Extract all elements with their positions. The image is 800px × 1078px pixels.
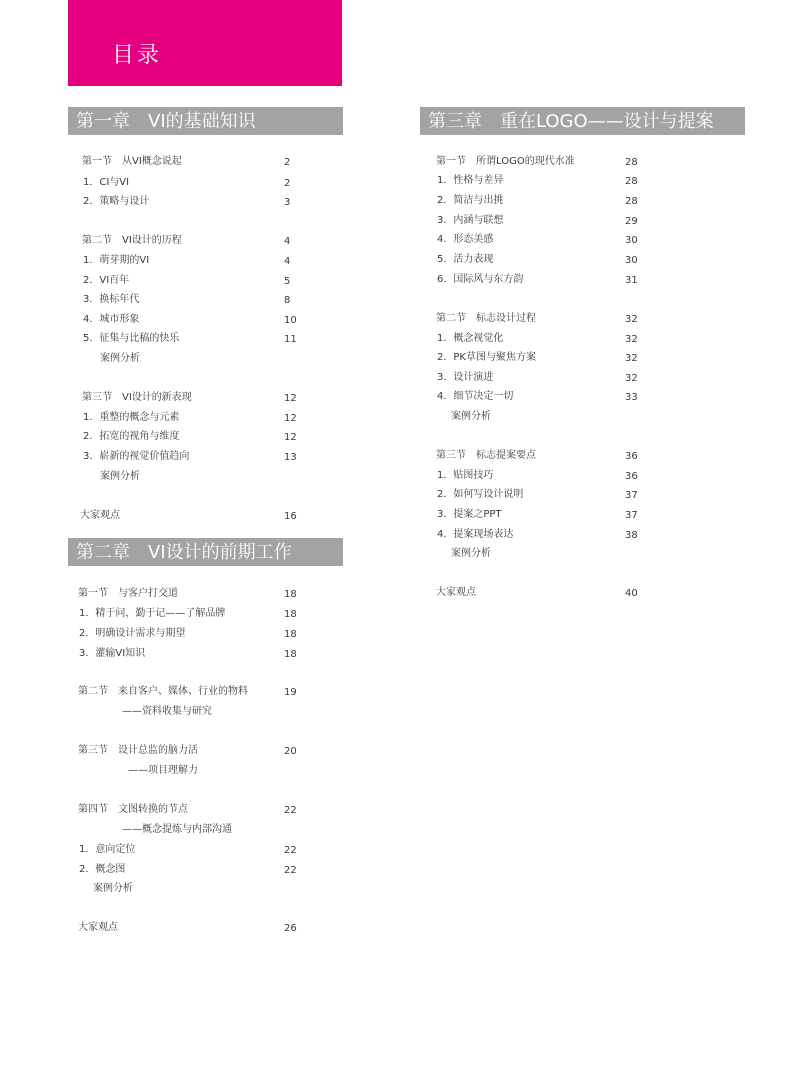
toc-entry: 1．CI与VI	[83, 177, 130, 188]
page-title: 目录	[112, 43, 163, 68]
toc-entry: 3．内涵与联想	[437, 215, 504, 226]
toc-entry: 3．提案之PPT	[437, 509, 502, 520]
toc-entry: 第二节 标志设计过程	[436, 313, 536, 324]
page-number: 18	[284, 609, 297, 620]
page-number: 12	[284, 432, 297, 443]
toc-entry: 5．活力表现	[437, 254, 494, 265]
toc-entry: 大家观点	[436, 587, 476, 598]
toc-entry: 6．国际风与东方韵	[437, 274, 524, 285]
toc-entry: 3．崭新的视觉价值趋向	[83, 451, 190, 462]
toc-entry: ——项目理解力	[128, 765, 198, 776]
toc-entry: 第三节 VI设计的新表现	[82, 392, 192, 403]
page-number: 40	[625, 588, 638, 599]
page-number: 4	[284, 256, 291, 267]
page-number: 19	[284, 687, 297, 698]
toc-entry: 案例分析	[93, 883, 133, 894]
chapter-1-header: 第一章 VI的基础知识	[68, 107, 343, 135]
toc-entry: ——资料收集与研究	[122, 706, 212, 717]
toc-entry: 第二节 来自客户、媒体、行业的物料	[78, 686, 248, 697]
page-number: 13	[284, 452, 297, 463]
toc-entry: 第一节 所谓LOGO的现代水准	[436, 156, 575, 167]
toc-entry: ——概念提炼与内部沟通	[122, 824, 232, 835]
toc-entry: 1．萌芽期的VI	[83, 255, 150, 266]
toc-entry: 2．简洁与出挑	[437, 195, 504, 206]
page-number: 11	[284, 334, 297, 345]
title-block	[68, 0, 342, 86]
toc-entry: 3．换标年代	[83, 294, 140, 305]
toc-entry: 1．概念视觉化	[437, 333, 504, 344]
page-number: 3	[284, 197, 291, 208]
toc-entry: 大家观点	[80, 510, 120, 521]
page-number: 12	[284, 393, 297, 404]
page-number: 18	[284, 589, 297, 600]
page-number: 36	[625, 471, 638, 482]
page-number: 28	[625, 157, 638, 168]
page-number: 30	[625, 235, 638, 246]
toc-entry: 4．城市形象	[83, 314, 140, 325]
page-number: 30	[625, 255, 638, 266]
page-number: 32	[625, 353, 638, 364]
toc-entry: 4．细节决定一切	[437, 391, 514, 402]
page-number: 37	[625, 510, 638, 521]
toc-entry: 1．重整的概念与元素	[83, 412, 180, 423]
toc-entry: 第一节 从VI概念说起	[82, 156, 182, 167]
toc-entry: 4．提案现场表达	[437, 529, 514, 540]
page-number: 8	[284, 295, 291, 306]
page-number: 22	[284, 865, 297, 876]
toc-entry: 2．策略与设计	[83, 196, 150, 207]
page-number: 16	[284, 511, 297, 522]
page-number: 18	[284, 649, 297, 660]
page-number: 10	[284, 315, 297, 326]
chapter-3-header: 第三章 重在LOGO——设计与提案	[420, 107, 745, 135]
page-number: 32	[625, 314, 638, 325]
toc-entry: 3．设计演进	[437, 372, 494, 383]
page-number: 22	[284, 845, 297, 856]
toc-entry: 2．PK草图与聚焦方案	[437, 352, 536, 363]
page-number: 4	[284, 236, 291, 247]
toc-entry: 1．精于问，勤于记——了解品牌	[79, 608, 226, 619]
page-number: 38	[625, 530, 638, 541]
toc-entry: 第三节 设计总监的脑力活	[78, 745, 198, 756]
toc-entry: 2．拓宽的视角与维度	[83, 431, 180, 442]
page-number: 26	[284, 923, 297, 934]
page-number: 29	[625, 216, 638, 227]
page-number: 33	[625, 392, 638, 403]
page-number: 2	[284, 157, 291, 168]
toc-entry: 2．如何写设计说明	[437, 489, 524, 500]
page-number: 36	[625, 451, 638, 462]
toc-entry: 案例分析	[451, 548, 491, 559]
toc-entry: 2．明确设计需求与期望	[79, 628, 186, 639]
page-number: 37	[625, 490, 638, 501]
page-number: 28	[625, 176, 638, 187]
page-number: 18	[284, 629, 297, 640]
toc-entry: 1．贴图技巧	[437, 470, 494, 481]
toc-entry: 第四节 文图转换的节点	[78, 804, 188, 815]
toc-entry: 2．概念图	[79, 864, 126, 875]
page-number: 31	[625, 275, 638, 286]
toc-entry: 大家观点	[78, 922, 118, 933]
page-number: 12	[284, 413, 297, 424]
toc-entry: 1．性格与差异	[437, 175, 504, 186]
toc-entry: 第二节 VI设计的历程	[82, 235, 182, 246]
toc-entry: 4．形态美感	[437, 234, 494, 245]
toc-entry: 第三节 标志提案要点	[436, 450, 536, 461]
page-number: 2	[284, 178, 291, 189]
toc-entry: 3．灌输VI知识	[79, 648, 146, 659]
toc-entry: 5．征集与比稿的快乐	[83, 333, 180, 344]
toc-entry: 案例分析	[100, 471, 140, 482]
page-number: 32	[625, 373, 638, 384]
toc-entry: 案例分析	[451, 411, 491, 422]
page-number: 20	[284, 746, 297, 757]
page-number: 22	[284, 805, 297, 816]
toc-entry: 1．意向定位	[79, 844, 136, 855]
page-number: 5	[284, 276, 291, 287]
toc-entry: 2．VI百年	[83, 275, 130, 286]
toc-entry: 案例分析	[100, 353, 140, 364]
page-number: 32	[625, 334, 638, 345]
toc-entry: 第一节 与客户打交道	[78, 588, 178, 599]
chapter-2-header: 第二章 VI设计的前期工作	[68, 538, 343, 566]
page-number: 28	[625, 196, 638, 207]
